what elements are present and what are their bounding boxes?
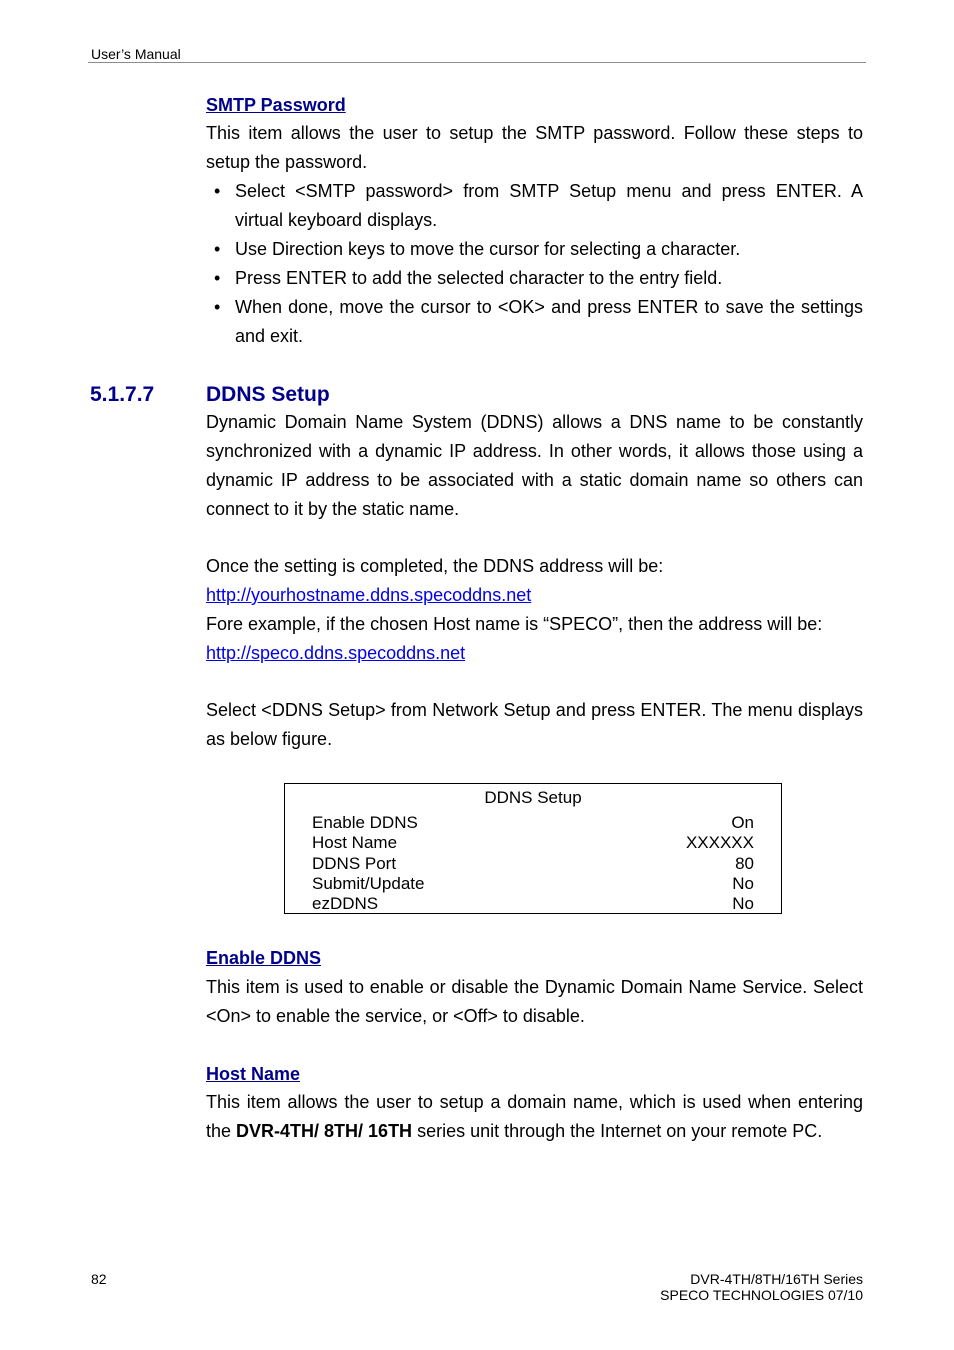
footer-series: DVR-4TH/8TH/16TH Series <box>690 1271 863 1287</box>
ddns-address-line: Once the setting is completed, the DDNS address will be: <box>206 556 664 576</box>
step-text: When done, move the cursor to <OK> and press ENTER to save the settings and exit. <box>235 297 863 346</box>
menu-row-label: Submit/Update <box>312 873 425 893</box>
step-text: Select <SMTP password> from SMTP Setup menu and press ENTER. A virtual keyboard displays. <box>235 181 863 230</box>
menu-title: DDNS Setup <box>484 788 582 807</box>
footer-info <box>660 1271 863 1303</box>
menu-row-label: Host Name <box>312 833 398 853</box>
bullet-icon: • <box>214 297 221 317</box>
menu-row-submit-update <box>312 874 754 894</box>
running-header: User’s Manual <box>91 46 181 62</box>
menu-rows <box>312 813 754 914</box>
step-text: Use Direction keys to move the cursor for selecting a character. <box>235 239 741 259</box>
smtp-password-heading: SMTP Password <box>206 95 346 115</box>
menu-row-ezddns <box>312 894 754 914</box>
header-divider <box>88 62 866 63</box>
enable-ddns-heading: Enable DDNS <box>206 948 322 968</box>
host-name-text-start: This item allows the user to setup a domain name, which is used when entering the <box>206 1092 863 1141</box>
ddns-intro: Dynamic Domain Name System (DDNS) allows a DNS name to be constantly synchronized with a dynamic IP address. In other words, it allows those using a dynamic IP address to be associated with a static domain name so others can connect to it by the static name. <box>206 412 863 519</box>
enable-ddns-text: This item is used to enable or disable the Dynamic Domain Name Service. Select <On> to enable the service, or <Off> to disable. <box>206 977 863 1026</box>
step-text: Press ENTER to add the selected character to the entry field. <box>235 268 723 288</box>
bullet-icon: • <box>214 181 221 201</box>
menu-row-ddns-port <box>312 854 754 874</box>
ddns-address-link[interactable]: http://yourhostname.ddns.specoddns.net <box>206 585 532 605</box>
menu-row-value: XXXXXX <box>685 833 754 853</box>
bullet-icon: • <box>214 239 221 259</box>
ddns-setup-menu-figure <box>284 783 782 914</box>
section-number: 5.1.7.7 <box>90 383 155 406</box>
list-item <box>206 264 863 293</box>
page-number: 82 <box>91 1271 107 1287</box>
host-name-text-end: series unit through the Internet on your remote PC. <box>412 1121 823 1141</box>
bullet-icon: • <box>214 268 221 288</box>
ddns-address-link-row <box>206 581 863 610</box>
product-name: DVR-4TH/ 8TH/ 16TH <box>236 1121 413 1141</box>
list-item <box>206 293 863 351</box>
menu-row-label: ezDDNS <box>312 894 379 914</box>
menu-row-label: DDNS Port <box>312 853 397 873</box>
smtp-password-intro: This item allows the user to setup the SMTP password. Follow these steps to setup the password. <box>206 123 863 172</box>
menu-row-value: No <box>732 894 754 914</box>
host-name-heading: Host Name <box>206 1064 301 1084</box>
menu-row-enable-ddns <box>312 813 754 833</box>
menu-row-label: Enable DDNS <box>312 813 418 832</box>
menu-row-value: 80 <box>735 853 754 873</box>
menu-row-value: No <box>732 873 754 893</box>
ddns-example-link[interactable]: http://speco.ddns.specoddns.net <box>206 643 466 663</box>
menu-row-host-name <box>312 833 754 853</box>
smtp-password-steps <box>206 177 863 351</box>
ddns-select-line: Select <DDNS Setup> from Network Setup and press ENTER. The menu displays as below figure. <box>206 700 863 749</box>
menu-row-value: On <box>731 813 754 832</box>
footer-company: SPECO TECHNOLOGIES 07/10 <box>660 1287 863 1303</box>
ddns-example-link-row <box>206 639 863 668</box>
host-name-text <box>206 1088 863 1146</box>
list-item <box>206 235 863 264</box>
ddns-example-line: Fore example, if the chosen Host name is “SPECO”, then the address will be: <box>206 614 823 634</box>
section-title: DDNS Setup <box>206 383 330 406</box>
list-item <box>206 177 863 235</box>
